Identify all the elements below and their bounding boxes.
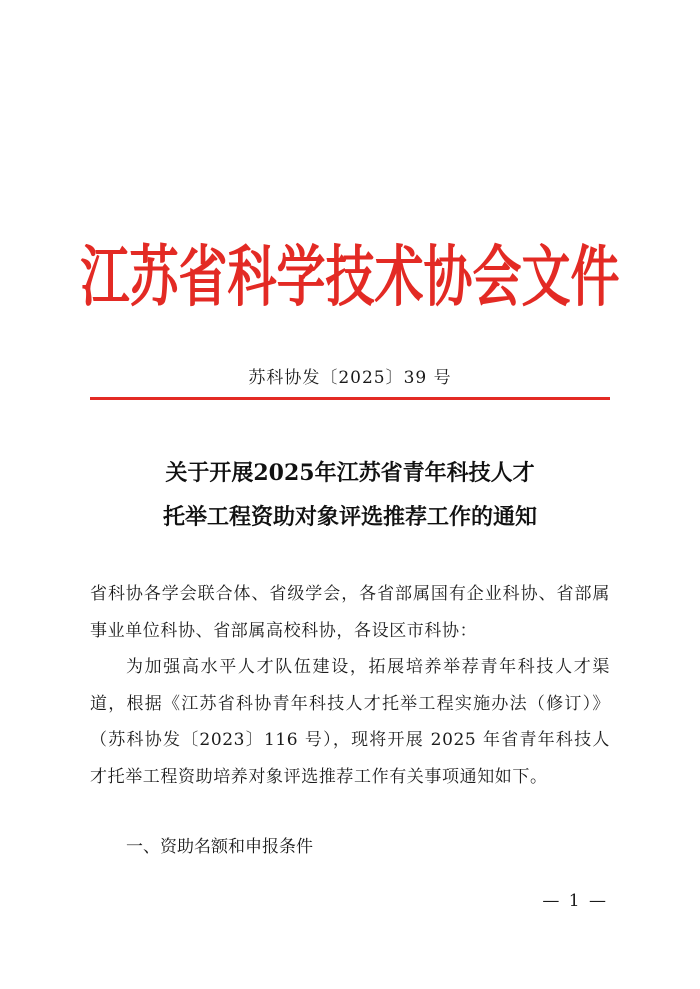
notice-title-line-1: 关于开展2025年江苏省青年科技人才 bbox=[165, 460, 535, 486]
body-paragraph-1: 为加强高水平人才队伍建设，拓展培养举荐青年科技人才渠道，根据《江苏省科协青年科技人才托举工程实施办法（修订）》（苏科协发〔2023〕116 号），现将开展 2025 年省青年科技人才托举工程资助培养对象评选推荐工作有关事项通知如下。 bbox=[90, 657, 610, 787]
masthead-title: 江苏省科学技术协会文件 bbox=[80, 238, 620, 316]
page-number: — 1 — bbox=[542, 891, 608, 911]
notice-title-line-2: 托举工程资助对象评选推荐工作的通知 bbox=[162, 504, 537, 530]
recipients-paragraph: 省科协各学会联合体、省级学会，各省部属国有企业科协、省部属事业单位科协、省部属高校科协，各设区市科协： bbox=[90, 584, 610, 641]
document-number: 苏科协发〔2025〕39 号 bbox=[248, 368, 452, 388]
red-divider-line bbox=[90, 397, 610, 400]
section-heading-1: 一、资助名额和申报条件 bbox=[126, 837, 313, 857]
